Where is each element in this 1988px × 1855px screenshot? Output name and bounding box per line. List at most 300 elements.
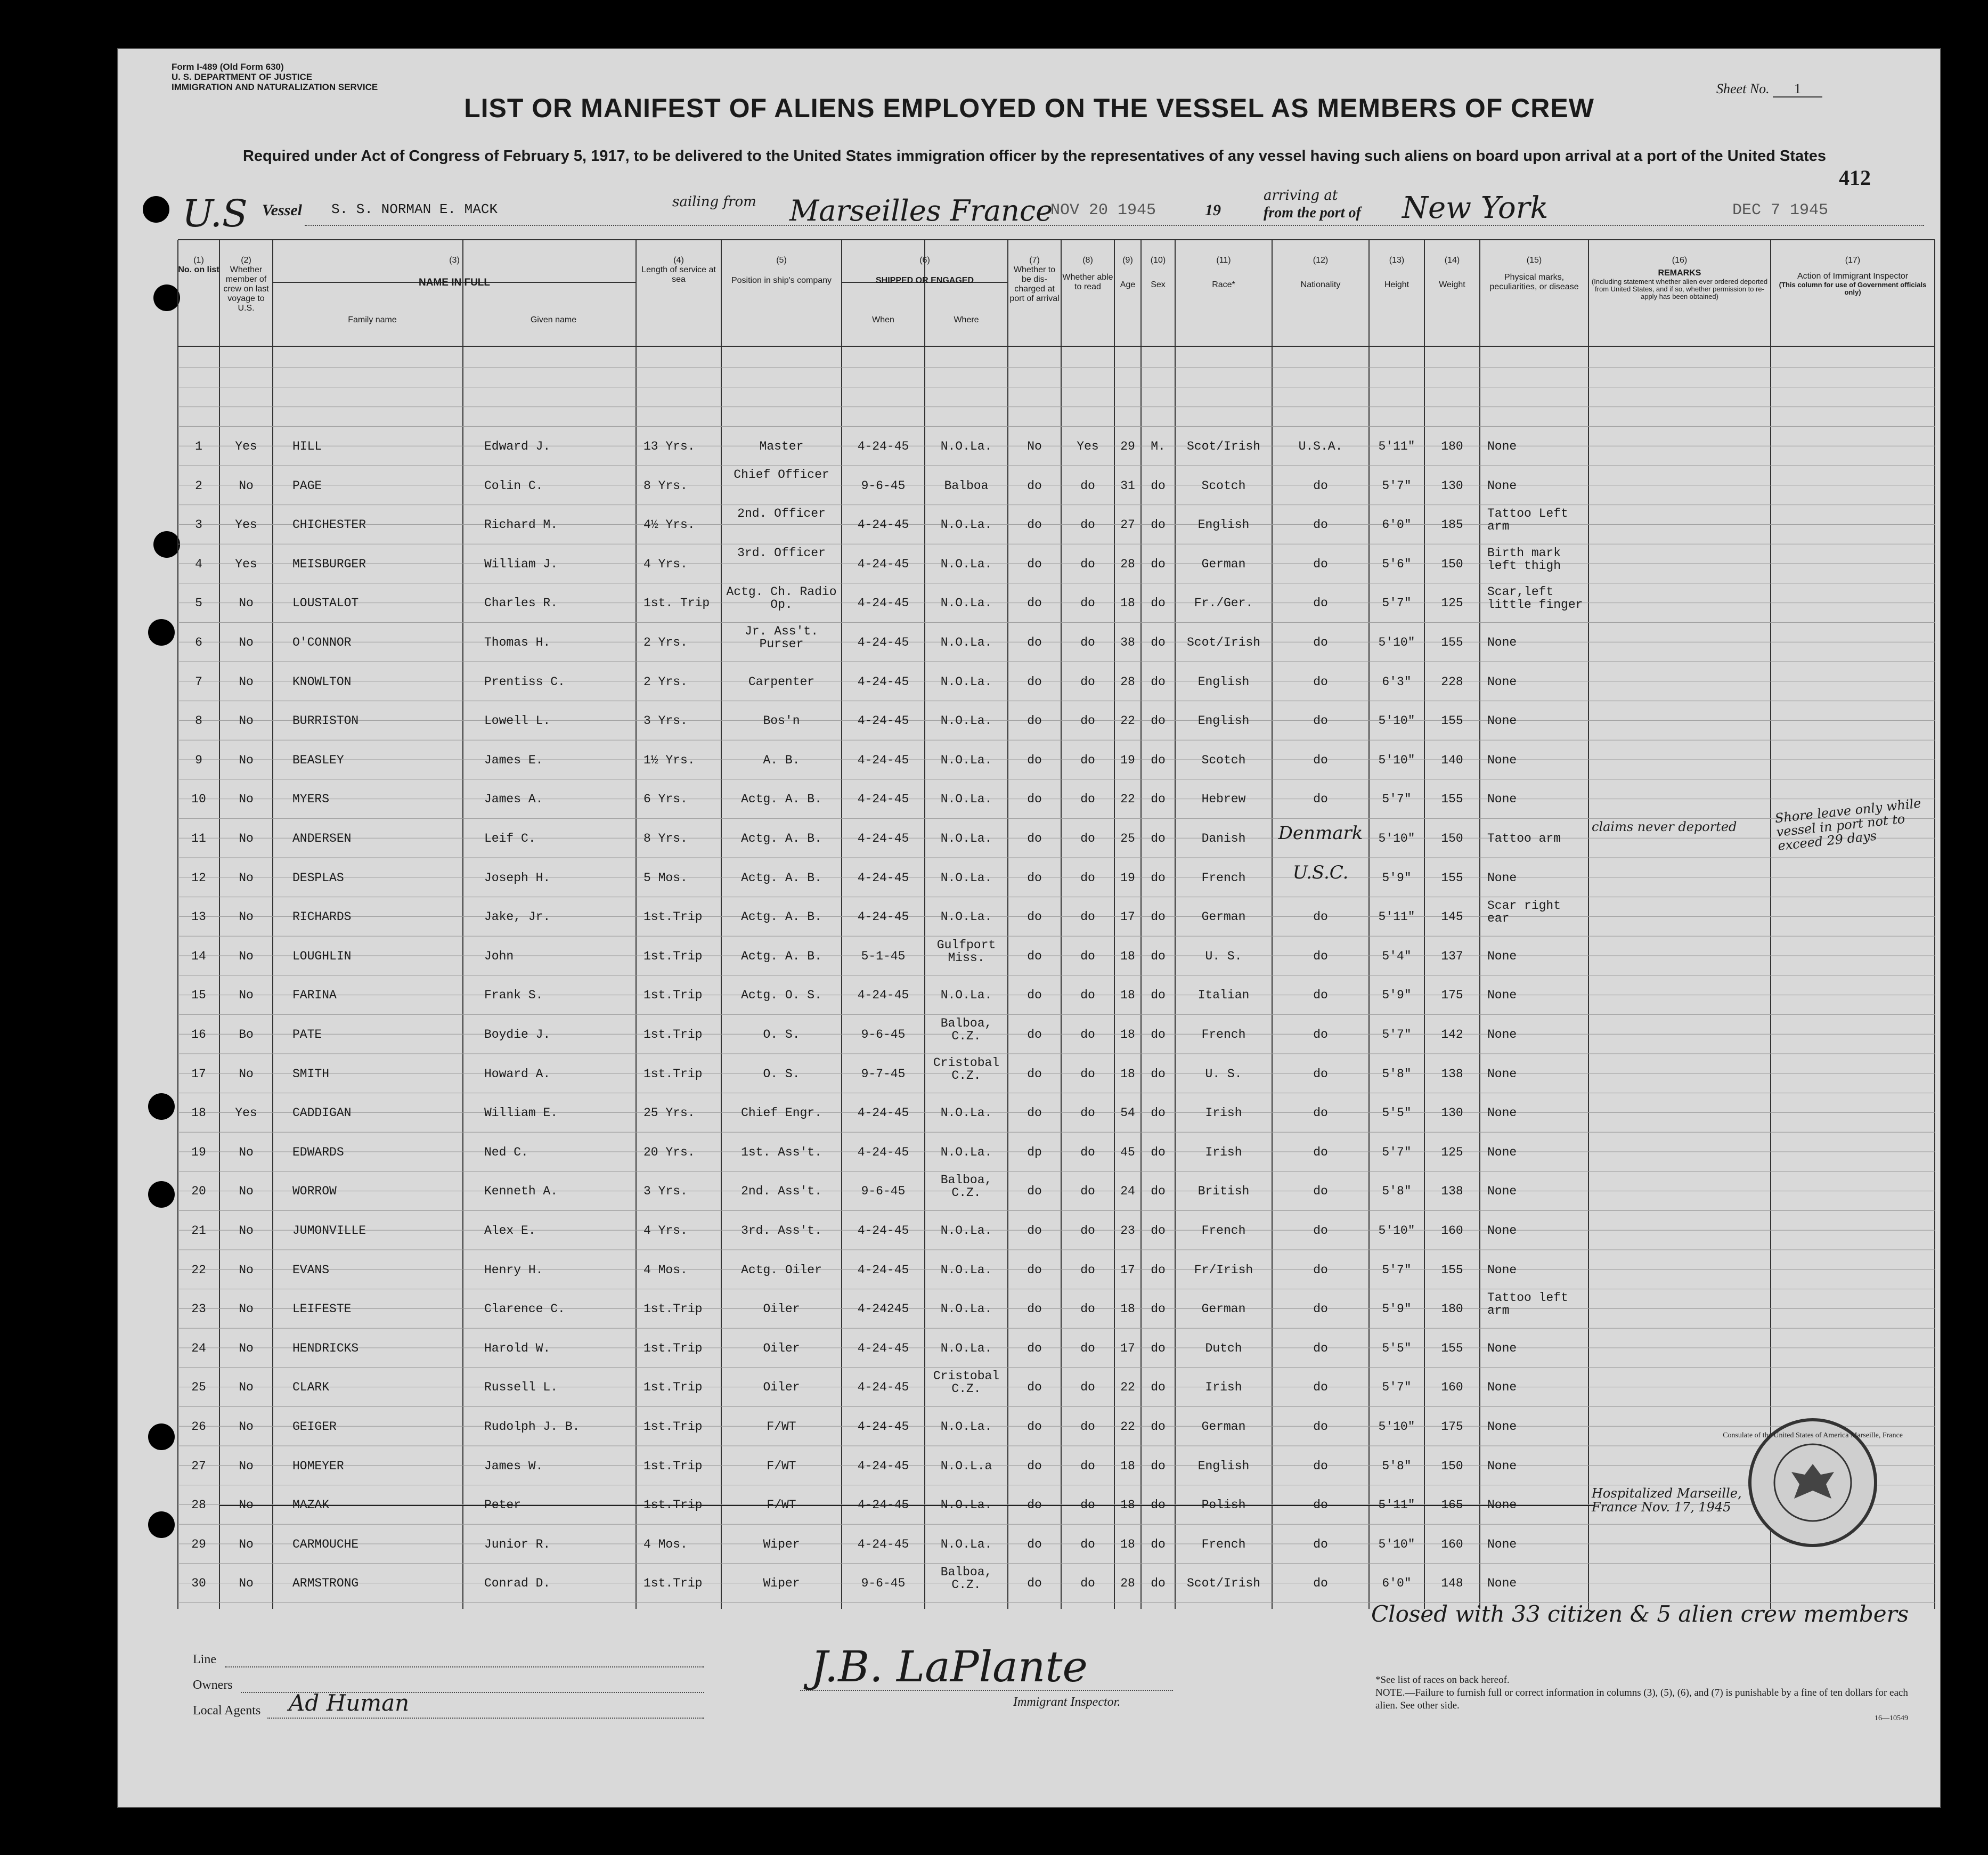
cell-marks: None bbox=[1487, 478, 1517, 493]
cell-position: Actg. A. B. bbox=[741, 870, 822, 885]
cell-position: F/WT bbox=[767, 1498, 796, 1512]
cell-given-name: William E. bbox=[484, 1106, 558, 1120]
cell-marks: None bbox=[1487, 949, 1517, 963]
cell-when: 4-24-45 bbox=[857, 518, 909, 532]
col-header-3: (3) NAME IN FULL bbox=[418, 256, 491, 288]
punch-hole bbox=[148, 619, 175, 646]
cell-when: 4-24-45 bbox=[857, 636, 909, 649]
cell-age: 17 bbox=[1120, 910, 1135, 924]
cell-marks: None bbox=[1487, 636, 1517, 649]
cell-sex: do bbox=[1151, 714, 1166, 728]
cell-read: do bbox=[1080, 714, 1095, 728]
form-id-line: Form I-489 (Old Form 630) bbox=[172, 62, 284, 72]
cell-read: do bbox=[1080, 1459, 1095, 1473]
cell-service: 1st.Trip bbox=[643, 1576, 703, 1591]
strike-line bbox=[219, 1505, 1594, 1506]
vessel-prefix: U.S bbox=[182, 192, 248, 235]
cell-nationality: do bbox=[1313, 1537, 1328, 1551]
cell-when: 4-24-45 bbox=[857, 792, 909, 807]
cell-position: Wiper bbox=[763, 1576, 800, 1591]
cell-number: 20 bbox=[191, 1184, 206, 1199]
col-header-15: (15) Physical marks, peculiarities, or disease bbox=[1489, 256, 1579, 291]
col-header-11: (11) Race* bbox=[1212, 256, 1235, 289]
cell-number: 27 bbox=[191, 1459, 206, 1473]
cell-where: Balboa bbox=[944, 478, 989, 493]
cell-number: 7 bbox=[195, 674, 202, 689]
cell-height: 5'11" bbox=[1378, 440, 1415, 453]
cell-race: Scotch bbox=[1201, 753, 1246, 767]
cell-height: 5'10" bbox=[1378, 1224, 1415, 1238]
cell-weight: 125 bbox=[1441, 596, 1463, 611]
cell-nationality: do bbox=[1313, 1420, 1328, 1434]
cell-service: 1st.Trip bbox=[643, 1380, 703, 1395]
cell-discharged: do bbox=[1027, 1459, 1042, 1473]
cell-last-voyage: No bbox=[239, 478, 254, 493]
cell-height: 5'7" bbox=[1382, 1263, 1412, 1277]
cell-discharged: do bbox=[1027, 674, 1042, 689]
cell-where: N.O.La. bbox=[940, 1498, 992, 1512]
cell-height: 5'8" bbox=[1382, 1184, 1412, 1199]
cell-weight: 180 bbox=[1441, 440, 1463, 453]
cell-number: 21 bbox=[191, 1224, 206, 1238]
cell-race: U. S. bbox=[1205, 949, 1242, 963]
cell-number: 23 bbox=[191, 1302, 206, 1316]
cell-when: 4-24-45 bbox=[857, 674, 909, 689]
cell-race: English bbox=[1197, 518, 1250, 532]
cell-race: Scot/Irish bbox=[1186, 440, 1261, 453]
closing-note: Closed with 33 citizen & 5 alien crew members bbox=[1371, 1601, 1909, 1627]
cell-weight: 160 bbox=[1441, 1537, 1463, 1551]
cell-nationality: do bbox=[1313, 1459, 1328, 1473]
cell-weight: 148 bbox=[1441, 1576, 1463, 1591]
cell-family-name: HILL bbox=[292, 440, 322, 453]
cell-sex: do bbox=[1151, 1067, 1166, 1081]
cell-weight: 160 bbox=[1441, 1224, 1463, 1238]
cell-sex: do bbox=[1151, 518, 1166, 532]
form-id-line: IMMIGRATION AND NATURALIZATION SERVICE bbox=[172, 82, 378, 92]
form-id-line: U. S. DEPARTMENT OF JUSTICE bbox=[172, 72, 313, 82]
cell-where: Balboa, C.Z. bbox=[940, 1565, 992, 1592]
cell-age: 18 bbox=[1120, 988, 1135, 1003]
agents-label: Local Agents bbox=[193, 1704, 261, 1718]
cell-sex: do bbox=[1151, 557, 1166, 571]
cell-when: 4-24-45 bbox=[857, 1263, 909, 1277]
cell-where: N.O.La. bbox=[940, 1420, 992, 1434]
cell-given-name: Frank S. bbox=[484, 988, 543, 1003]
cell-last-voyage: No bbox=[239, 1145, 254, 1159]
cell-service: 6 Yrs. bbox=[643, 792, 688, 807]
cell-discharged: do bbox=[1027, 1263, 1042, 1277]
cell-discharged: do bbox=[1027, 1380, 1042, 1395]
cell-age: 18 bbox=[1120, 596, 1135, 611]
inspector-signature: J.B. LaPlante bbox=[811, 1642, 1088, 1691]
cell-when: 9-6-45 bbox=[861, 1028, 906, 1042]
cell-race: English bbox=[1197, 1459, 1250, 1473]
cell-weight: 138 bbox=[1441, 1184, 1463, 1199]
cell-nationality: Denmark bbox=[1278, 823, 1363, 844]
cell-weight: 185 bbox=[1441, 518, 1463, 532]
cell-when: 4-24-45 bbox=[857, 1106, 909, 1120]
cell-position: Oiler bbox=[763, 1341, 800, 1355]
arriving-port: New York bbox=[1402, 191, 1549, 225]
cell-position: Bos'n bbox=[763, 714, 800, 728]
page-title: LIST OR MANIFEST OF ALIENS EMPLOYED ON THE VESSEL AS MEMBERS OF CREW bbox=[464, 93, 1594, 123]
cell-read: do bbox=[1080, 596, 1095, 611]
cell-height: 5'7" bbox=[1382, 1028, 1412, 1042]
cell-sex: do bbox=[1151, 1537, 1166, 1551]
cell-last-voyage: No bbox=[239, 910, 254, 924]
cell-marks: None bbox=[1487, 1224, 1517, 1238]
cell-where: Cristobal C.Z. bbox=[933, 1369, 1000, 1396]
cell-family-name: LOUGHLIN bbox=[292, 949, 352, 963]
cell-number: 9 bbox=[195, 753, 202, 767]
col-header-2: (2) Whether member of crew on last voyage to U.S. bbox=[223, 256, 269, 313]
cell-position: Oiler bbox=[763, 1380, 800, 1395]
cell-age: 22 bbox=[1120, 1380, 1135, 1395]
cell-family-name: JUMONVILLE bbox=[292, 1224, 366, 1238]
cell-sex: do bbox=[1151, 1106, 1166, 1120]
cell-nationality: do bbox=[1313, 988, 1328, 1003]
cell-height: 5'10" bbox=[1378, 1420, 1415, 1434]
cell-where: Balboa, C.Z. bbox=[940, 1173, 992, 1200]
cell-weight: 155 bbox=[1441, 714, 1463, 728]
cell-service: 1st.Trip bbox=[643, 910, 703, 924]
cell-given-name: Boydie J. bbox=[484, 1028, 551, 1042]
cell-discharged: do bbox=[1027, 557, 1042, 571]
cell-weight: 180 bbox=[1441, 1302, 1463, 1316]
cell-discharged: No bbox=[1027, 440, 1042, 453]
cell-number: 18 bbox=[191, 1106, 206, 1120]
cell-number: 15 bbox=[191, 988, 206, 1003]
cell-given-name: John bbox=[484, 949, 514, 963]
cell-read: do bbox=[1080, 518, 1095, 532]
cell-when: 4-24245 bbox=[857, 1302, 909, 1316]
cell-position: 2nd. Ass't. bbox=[741, 1184, 822, 1199]
cell-sex: do bbox=[1151, 636, 1166, 649]
cell-service: 4 Yrs. bbox=[643, 557, 688, 571]
page-number: 412 bbox=[1839, 166, 1871, 190]
cell-number: 12 bbox=[191, 870, 206, 885]
cell-height: 5'5" bbox=[1382, 1106, 1412, 1120]
cell-remarks: claims never deported bbox=[1592, 819, 1737, 834]
agents-signature: Ad Human bbox=[289, 1690, 410, 1716]
cell-given-name: Leif C. bbox=[484, 832, 536, 845]
cell-marks: None bbox=[1487, 440, 1517, 453]
cell-position: Actg. O. S. bbox=[741, 988, 822, 1003]
cell-given-name: Clarence C. bbox=[484, 1302, 565, 1316]
cell-service: 8 Yrs. bbox=[643, 832, 688, 845]
cell-nationality: do bbox=[1313, 1341, 1328, 1355]
cell-service: 3 Yrs. bbox=[643, 714, 688, 728]
cell-family-name: LOUSTALOT bbox=[292, 596, 359, 611]
races-note: *See list of races on back hereof. bbox=[1375, 1674, 1510, 1686]
cell-race: Dutch bbox=[1205, 1341, 1242, 1355]
line-label: Line bbox=[193, 1653, 216, 1666]
cell-weight: 142 bbox=[1441, 1028, 1463, 1042]
cell-race: French bbox=[1201, 1028, 1246, 1042]
cell-nationality: do bbox=[1313, 1067, 1328, 1081]
cell-discharged: do bbox=[1027, 832, 1042, 845]
punch-hole bbox=[148, 1181, 175, 1208]
cell-number: 6 bbox=[195, 636, 202, 649]
cell-when: 4-24-45 bbox=[857, 753, 909, 767]
cell-where: N.O.La. bbox=[940, 636, 992, 649]
cell-service: 4 Yrs. bbox=[643, 1224, 688, 1238]
cell-family-name: PATE bbox=[292, 1028, 322, 1042]
cell-nationality: do bbox=[1313, 636, 1328, 649]
arriving-label: arriving at bbox=[1264, 188, 1338, 204]
cell-nationality: do bbox=[1313, 478, 1328, 493]
cell-family-name: SMITH bbox=[292, 1067, 330, 1081]
cell-when: 9-6-45 bbox=[861, 1184, 906, 1199]
cell-where: N.O.La. bbox=[940, 870, 992, 885]
cell-service: 1st.Trip bbox=[643, 1028, 703, 1042]
cell-position: 1st. Ass't. bbox=[741, 1145, 822, 1159]
cell-race: Italian bbox=[1197, 988, 1250, 1003]
cell-last-voyage: No bbox=[239, 1537, 254, 1551]
cell-number: 30 bbox=[191, 1576, 206, 1591]
cell-height: 5'7" bbox=[1382, 1380, 1412, 1395]
cell-nationality: do bbox=[1313, 518, 1328, 532]
cell-given-name: Richard M. bbox=[484, 518, 558, 532]
cell-marks: None bbox=[1487, 1028, 1517, 1042]
cell-last-voyage: Yes bbox=[235, 1106, 257, 1120]
cell-position: F/WT bbox=[767, 1420, 796, 1434]
cell-number: 17 bbox=[191, 1067, 206, 1081]
cell-number: 22 bbox=[191, 1263, 206, 1277]
cell-sex: do bbox=[1151, 988, 1166, 1003]
cell-nationality: do bbox=[1313, 949, 1328, 963]
cell-height: 5'10" bbox=[1378, 832, 1415, 845]
cell-where: N.O.La. bbox=[940, 714, 992, 728]
cell-last-voyage: No bbox=[239, 1302, 254, 1316]
cell-weight: 138 bbox=[1441, 1067, 1463, 1081]
cell-position: Actg. Ch. Radio Op. bbox=[726, 585, 837, 612]
col-header-8: (8) Whether able to read bbox=[1062, 256, 1113, 291]
cell-height: 5'4" bbox=[1382, 949, 1412, 963]
cell-discharged: do bbox=[1027, 1224, 1042, 1238]
cell-race: Irish bbox=[1205, 1106, 1242, 1120]
cell-last-voyage: No bbox=[239, 714, 254, 728]
eagle-seal-icon bbox=[1723, 1421, 1903, 1544]
cell-family-name: WORROW bbox=[292, 1184, 337, 1199]
cell-age: 22 bbox=[1120, 792, 1135, 807]
cell-nationality: do bbox=[1313, 714, 1328, 728]
cell-sex: do bbox=[1151, 1224, 1166, 1238]
cell-position: Actg. A. B. bbox=[741, 949, 822, 963]
cell-position: 3rd. Ass't. bbox=[741, 1224, 822, 1238]
cell-given-name: Harold W. bbox=[484, 1341, 551, 1355]
cell-family-name: MYERS bbox=[292, 792, 330, 807]
cell-sex: do bbox=[1151, 1184, 1166, 1199]
inspector-label: Immigrant Inspector. bbox=[1013, 1695, 1121, 1709]
cell-number: 10 bbox=[191, 792, 206, 807]
cell-when: 4-24-45 bbox=[857, 1341, 909, 1355]
cell-where: N.O.La. bbox=[940, 1224, 992, 1238]
cell-service: 1st.Trip bbox=[643, 1459, 703, 1473]
cell-when: 4-24-45 bbox=[857, 557, 909, 571]
cell-read: Yes bbox=[1077, 440, 1099, 453]
cell-nationality: do bbox=[1313, 596, 1328, 611]
footer-notes bbox=[1375, 1674, 1908, 1725]
cell-service: 20 Yrs. bbox=[643, 1145, 695, 1159]
cell-number: 19 bbox=[191, 1145, 206, 1159]
cell-discharged: do bbox=[1027, 1341, 1042, 1355]
cell-given-name: Jake, Jr. bbox=[484, 910, 551, 924]
cell-when: 4-24-45 bbox=[857, 1498, 909, 1512]
cell-discharged: do bbox=[1027, 1067, 1042, 1081]
cell-position: Actg. A. B. bbox=[741, 792, 822, 807]
cell-discharged: do bbox=[1027, 1184, 1042, 1199]
cell-height: 5'6" bbox=[1382, 557, 1412, 571]
cell-sex: do bbox=[1151, 1028, 1166, 1042]
cell-height: 5'10" bbox=[1378, 714, 1415, 728]
cell-position: 2nd. Officer bbox=[737, 507, 826, 521]
cell-marks: Scar right ear bbox=[1487, 899, 1561, 926]
cell-last-voyage: No bbox=[239, 870, 254, 885]
port-label: from the port of bbox=[1264, 205, 1361, 221]
cell-service: 1st.Trip bbox=[643, 1341, 703, 1355]
seal-text: Consulate of the United States of America Marseille, France bbox=[1723, 1431, 1903, 1439]
cell-height: 5'7" bbox=[1382, 1145, 1412, 1159]
cell-position: 3rd. Officer bbox=[737, 546, 826, 560]
cell-when: 4-24-45 bbox=[857, 1380, 909, 1395]
cell-family-name: MEISBURGER bbox=[292, 557, 366, 571]
cell-family-name: DESPLAS bbox=[292, 870, 344, 885]
cell-weight: 228 bbox=[1441, 674, 1463, 689]
cell-given-name: Charles R. bbox=[484, 596, 558, 611]
cell-service: 1st.Trip bbox=[643, 1498, 703, 1512]
cell-discharged: do bbox=[1027, 1498, 1042, 1512]
col-header-12: (12) Nationality bbox=[1300, 256, 1341, 289]
cell-age: 19 bbox=[1120, 753, 1135, 767]
cell-discharged: do bbox=[1027, 1028, 1042, 1042]
cell-discharged: do bbox=[1027, 518, 1042, 532]
cell-when: 9-6-45 bbox=[861, 1576, 906, 1591]
punch-hole bbox=[148, 1423, 175, 1450]
cell-marks: None bbox=[1487, 1576, 1517, 1591]
cell-last-voyage: No bbox=[239, 1380, 254, 1395]
sailing-label: sailing from bbox=[672, 194, 756, 210]
cell-sex: do bbox=[1151, 1420, 1166, 1434]
cell-age: 45 bbox=[1120, 1145, 1135, 1159]
cell-family-name: BEASLEY bbox=[292, 753, 344, 767]
cell-marks: None bbox=[1487, 753, 1517, 767]
cell-age: 18 bbox=[1120, 1067, 1135, 1081]
cell-given-name: Howard A. bbox=[484, 1067, 551, 1081]
cell-read: do bbox=[1080, 792, 1095, 807]
cell-position: Carpenter bbox=[748, 674, 815, 689]
cell-family-name: BURRISTON bbox=[292, 714, 359, 728]
cell-when: 4-24-45 bbox=[857, 1537, 909, 1551]
cell-read: do bbox=[1080, 478, 1095, 493]
subheader-given-name: Given name bbox=[530, 315, 577, 324]
cell-nationality: do bbox=[1313, 1184, 1328, 1199]
cell-age: 17 bbox=[1120, 1263, 1135, 1277]
form-code: 16—10549 bbox=[1875, 1714, 1908, 1722]
cell-family-name: LEIFESTE bbox=[292, 1302, 352, 1316]
col-header-14: (14) Weight bbox=[1439, 256, 1465, 289]
cell-read: do bbox=[1080, 1263, 1095, 1277]
cell-last-voyage: No bbox=[239, 674, 254, 689]
cell-last-voyage: Bo bbox=[239, 1028, 254, 1042]
cell-read: do bbox=[1080, 1067, 1095, 1081]
cell-where: N.O.La. bbox=[940, 1145, 992, 1159]
cell-sex: do bbox=[1151, 596, 1166, 611]
cell-race: British bbox=[1197, 1184, 1250, 1199]
cell-height: 5'11" bbox=[1378, 910, 1415, 924]
punch-hole bbox=[148, 1511, 175, 1538]
cell-weight: 125 bbox=[1441, 1145, 1463, 1159]
cell-position: Actg. A. B. bbox=[741, 832, 822, 845]
cell-nationality: do bbox=[1313, 1498, 1328, 1512]
cell-nationality: do bbox=[1313, 792, 1328, 807]
cell-number: 8 bbox=[195, 714, 202, 728]
cell-height: 6'3" bbox=[1382, 674, 1412, 689]
cell-given-name: Kenneth A. bbox=[484, 1184, 558, 1199]
cell-height: 5'10" bbox=[1378, 636, 1415, 649]
cell-read: do bbox=[1080, 1184, 1095, 1199]
cell-when: 4-24-45 bbox=[857, 1459, 909, 1473]
cell-read: do bbox=[1080, 1420, 1095, 1434]
cell-discharged: do bbox=[1027, 478, 1042, 493]
cell-family-name: O'CONNOR bbox=[292, 636, 352, 649]
cell-when: 9-7-45 bbox=[861, 1067, 906, 1081]
cell-given-name: Peter bbox=[484, 1498, 522, 1512]
cell-when: 4-24-45 bbox=[857, 1420, 909, 1434]
cell-where: N.O.La. bbox=[940, 1341, 992, 1355]
cell-race: Irish bbox=[1205, 1145, 1242, 1159]
cell-discharged: do bbox=[1027, 792, 1042, 807]
cell-marks: None bbox=[1487, 1263, 1517, 1277]
consulate-seal bbox=[1723, 1418, 1903, 1547]
cell-last-voyage: No bbox=[239, 1067, 254, 1081]
cell-sex: do bbox=[1151, 792, 1166, 807]
cell-nationality: do bbox=[1313, 1106, 1328, 1120]
cell-position: O. S. bbox=[763, 1067, 800, 1081]
cell-height: 5'8" bbox=[1382, 1067, 1412, 1081]
cell-read: do bbox=[1080, 1145, 1095, 1159]
cell-service: 4 Mos. bbox=[643, 1537, 688, 1551]
cell-number: 25 bbox=[191, 1380, 206, 1395]
cell-family-name: CHICHESTER bbox=[292, 518, 366, 532]
cell-service: 4 Mos. bbox=[643, 1263, 688, 1277]
cell-marks: Tattoo Left arm bbox=[1487, 507, 1568, 534]
cell-weight: 150 bbox=[1441, 557, 1463, 571]
cell-discharged: dp bbox=[1027, 1145, 1042, 1159]
cell-discharged: do bbox=[1027, 1576, 1042, 1591]
col-header-10: (10) Sex bbox=[1150, 256, 1166, 289]
cell-weight: 155 bbox=[1441, 792, 1463, 807]
cell-where: N.O.La. bbox=[940, 1302, 992, 1316]
cell-race: German bbox=[1201, 910, 1246, 924]
cell-marks: None bbox=[1487, 1420, 1517, 1434]
cell-where: N.O.La. bbox=[940, 910, 992, 924]
cell-age: 18 bbox=[1120, 1028, 1135, 1042]
cell-race: French bbox=[1201, 1224, 1246, 1238]
cell-service: 1st.Trip bbox=[643, 1302, 703, 1316]
cell-service: 1st.Trip bbox=[643, 988, 703, 1003]
cell-service: 8 Yrs. bbox=[643, 478, 688, 493]
cell-where: N.O.La. bbox=[940, 557, 992, 571]
cell-height: 5'7" bbox=[1382, 478, 1412, 493]
cell-height: 5'10" bbox=[1378, 1537, 1415, 1551]
cell-discharged: do bbox=[1027, 714, 1042, 728]
cell-when: 9-6-45 bbox=[861, 478, 906, 493]
cell-age: 17 bbox=[1120, 1341, 1135, 1355]
col-header-4: (4) Length of service at sea bbox=[641, 256, 716, 284]
subheader-where: Where bbox=[954, 315, 979, 324]
